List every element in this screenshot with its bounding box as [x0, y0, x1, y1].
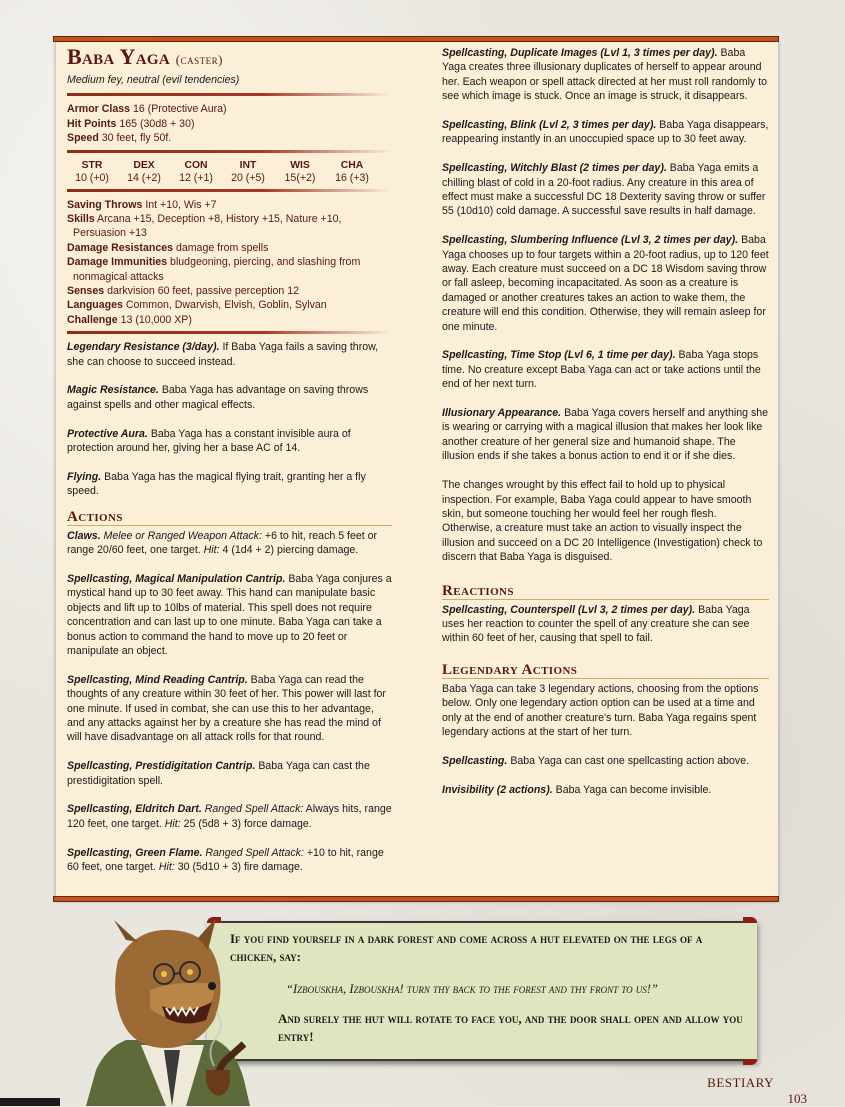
- trait-protective-aura: [67, 427, 392, 456]
- action-duplicate-images: [442, 46, 769, 104]
- challenge-label: Challenge: [67, 313, 118, 326]
- note-line-3: And surely the hut will rotate to face you, and the door shall open and allow you entry!: [278, 1011, 743, 1044]
- action-hit-text: 30 (5d10 + 3) fire damage.: [177, 860, 303, 873]
- stat-block-right-column: [442, 46, 769, 811]
- legendary-name: Spellcasting.: [442, 754, 508, 767]
- action-name: Spellcasting, Blink (Lvl 2, 3 times per day).: [442, 119, 657, 132]
- languages-value: Common, Dwarvish, Elvish, Goblin, Sylvan: [125, 299, 327, 312]
- damage-immunities-label: Damage Immunities: [67, 256, 168, 269]
- action-text: +6 to hit, reach 5 feet or range 20/60 feet, one target.: [67, 529, 378, 557]
- action-blink: [442, 118, 769, 147]
- monster-name-sub: (caster): [175, 52, 223, 67]
- skills-label: Skills: [67, 213, 95, 226]
- corner-bar: [0, 1098, 60, 1106]
- action-eldritch-dart: [67, 802, 392, 831]
- action-text: Baba Yaga disappears, reappearing instantly in an unoccupied space up to 30 feet away.: [442, 119, 769, 146]
- reaction-counterspell: [442, 603, 769, 646]
- note-line-1: If you find yourself in a dark forest and come across a hut elevated on the legs of a chicken, say:: [230, 931, 703, 964]
- trait-text: Baba Yaga has advantage on saving throws against spells and other magical effects.: [67, 384, 369, 411]
- action-text: Baba Yaga stops time. No creature except Baba Yaga can act or take actions until the end of her next turn.: [442, 349, 761, 391]
- ability-score: 12 (+1): [179, 171, 213, 184]
- legendary-spellcasting: [442, 754, 769, 768]
- action-attack-type: Ranged Spell Attack:: [204, 803, 304, 816]
- action-illusionary-appearance: [442, 406, 769, 464]
- action-text: Always hits, range 120 feet, one target.: [67, 803, 392, 830]
- speed-value: 30 feet, fly 50f.: [101, 132, 172, 145]
- action-magical-manipulation: [67, 572, 392, 658]
- ability-key: CHA: [340, 159, 364, 171]
- action-text: +10 to hit, range 60 feet, one target.: [67, 846, 384, 873]
- reactions-heading: Reactions: [442, 583, 769, 600]
- damage-resistances: [67, 241, 392, 255]
- legendary-intro: Baba Yaga can take 3 legendary actions, choosing from the options below. Only one legendary action option can be used at a time and only at the end of another creature's turn. Baba Yaga regains spent legendary actions at the start of her turn.: [442, 682, 759, 738]
- action-attack-type: Melee or Ranged Weapon Attack:: [103, 529, 262, 542]
- left-eye: [161, 971, 167, 977]
- action-text: Baba Yaga covers herself and anything she is wearing or carrying with a magical illusion that makes her look like another creature of her general size and humanoid shape. The illusion ends if she takes a bonus action to end it or if she dies.: [442, 407, 769, 463]
- action-time-stop: [442, 348, 769, 391]
- damage-immunities-value: bludgeoning, piercing, and slashing from nonmagical attacks: [73, 256, 361, 283]
- ability-dex: [119, 159, 169, 185]
- armor-class-value: 16 (Protective Aura): [132, 103, 227, 116]
- ability-con: [171, 159, 221, 185]
- stat-block-top-bar: [53, 36, 779, 42]
- action-hit-label: Hit:: [158, 860, 175, 873]
- saving-throws: [67, 198, 392, 212]
- reaction-name: Spellcasting, Counterspell (Lvl 3, 2 times per day).: [442, 603, 696, 616]
- damage-resistances-value: damage from spells: [175, 241, 269, 254]
- monster-type: Medium fey, neutral (evil tendencies): [67, 74, 240, 86]
- action-name: Spellcasting, Witchly Blast (2 times per day).: [442, 162, 667, 175]
- action-hit-text: 25 (5d8 + 3) force damage.: [183, 817, 312, 830]
- armor-class: [67, 102, 392, 116]
- action-name: Spellcasting, Slumbering Influence (Lvl 3, 2 times per day).: [442, 234, 739, 247]
- page-number: 103: [787, 1091, 807, 1106]
- nose: [208, 982, 216, 990]
- hit-points-value: 165 (30d8 + 30): [119, 117, 195, 130]
- note-text: [230, 930, 750, 1046]
- ability-int: [223, 159, 273, 185]
- action-text: Baba Yaga can read the thoughts of any creature within 30 feet of her. This power will last for one minute. If used in combat, she can use this to her advantage, and any attacks against her by a creature she has read the mind of will have disadvantage on all attack rolls for that round.: [67, 673, 386, 744]
- action-hit-label: Hit:: [203, 544, 220, 557]
- legendary-text: Baba Yaga can become invisible.: [555, 783, 712, 796]
- right-eye: [187, 969, 193, 975]
- trait-text: Baba Yaga has the magical flying trait, granting her a fly speed.: [67, 470, 366, 498]
- action-witchly-blast: [442, 161, 769, 219]
- action-prestidigitation: [67, 759, 392, 788]
- senses-label: Senses: [67, 285, 105, 298]
- ability-scores: [67, 159, 377, 185]
- action-text: Baba Yaga can cast the prestidigitation spell.: [67, 760, 370, 787]
- trait-name: Magic Resistance.: [67, 384, 159, 397]
- action-name: Spellcasting, Eldritch Dart.: [67, 803, 202, 816]
- action-hit-label: Hit:: [164, 817, 181, 830]
- spectacle-bridge: [174, 973, 180, 974]
- ability-key: WIS: [290, 159, 310, 171]
- trait-name: Protective Aura.: [67, 427, 148, 440]
- ability-score: 20 (+5): [231, 171, 265, 184]
- stat-block-bottom-bar: [53, 896, 779, 902]
- damage-resistances-label: Damage Resistances: [67, 241, 173, 254]
- legendary-text: Baba Yaga can cast one spellcasting action above.: [510, 754, 750, 767]
- reaction-text: Baba Yaga uses her reaction to counter the spell of any creature she can see within 60 feet of her, causing that spell to fail.: [442, 603, 750, 645]
- trait-legendary-resistance: [67, 340, 392, 369]
- divider: [67, 150, 392, 153]
- challenge: [67, 313, 392, 327]
- action-name: Spellcasting, Green Flame.: [67, 846, 203, 859]
- divider: [67, 189, 392, 192]
- ability-score: 14 (+2): [127, 171, 161, 184]
- footer-section: BESTIARY: [707, 1075, 774, 1090]
- saving-throws-value: Int +10, Wis +7: [145, 198, 217, 211]
- trait-text: If Baba Yaga fails a saving throw, she can choose to succeed instead.: [67, 341, 379, 368]
- action-attack-type: Ranged Spell Attack:: [205, 846, 304, 859]
- action-name: Spellcasting, Magical Manipulation Cantrip.: [67, 572, 286, 585]
- note-corner: [743, 917, 757, 923]
- speed-label: Speed: [67, 132, 99, 145]
- action-text: Baba Yaga creates three illusionary duplicates of herself to appear around her. Each weapon or spell attack directed at her must roll randomly to see which image is stuck. Once an image is struck, it disappears.: [442, 47, 768, 103]
- action-hit-text: 4 (1d4 + 2) piercing damage.: [222, 544, 359, 557]
- ability-wis: [275, 159, 325, 185]
- challenge-value: 13 (10,000 XP): [120, 313, 192, 326]
- trait-name: Flying.: [67, 470, 102, 483]
- ability-key: CON: [184, 159, 208, 171]
- action-text: Baba Yaga conjures a mystical hand up to 30 feet away. This hand can manipulate basic objects and lift up to 10lbs of material. This spell does not require concentration and can last up to one minute. Baba Yaga can take a bonus action to command the hand to move up to 20 feet or manipulate an object.: [67, 572, 392, 657]
- armor-class-label: Armor Class: [67, 103, 130, 116]
- action-claws: [67, 529, 392, 558]
- ability-key: DEX: [133, 159, 155, 171]
- trait-name: Legendary Resistance (3/day).: [67, 341, 220, 354]
- speed: [67, 131, 392, 145]
- action-mind-reading: [67, 673, 392, 745]
- senses-value: darkvision 60 feet, passive perception 12: [107, 285, 300, 298]
- ability-cha: [327, 159, 377, 185]
- hit-points-label: Hit Points: [67, 117, 117, 130]
- monster-name: [67, 44, 392, 73]
- ability-score: 15(+2): [284, 171, 316, 184]
- action-name: Spellcasting, Duplicate Images (Lvl 1, 3 times per day).: [442, 47, 718, 59]
- trait-text: Baba Yaga has a constant invisible aura of protection around her, giving her a base AC of 14.: [67, 427, 351, 455]
- ability-key: INT: [239, 159, 257, 171]
- ability-str: [67, 159, 117, 185]
- actions-heading: Actions: [67, 509, 392, 526]
- legendary-name: Invisibility (2 actions).: [442, 783, 553, 796]
- damage-immunities: [67, 255, 392, 284]
- ability-score: 16 (+3): [335, 171, 369, 184]
- ability-score: 10 (+0): [75, 171, 109, 184]
- hit-points: [67, 117, 392, 131]
- trait-flying: [67, 470, 392, 499]
- ability-key: STR: [81, 159, 103, 171]
- action-text: Baba Yaga chooses up to four targets within a 20-foot radius, up to 120 feet away. Each creature must succeed on a DC 18 Wisdom saving throw or fall asleep, becoming incapacitated. As soon as a creature is damaged or another creatures takes an action to wake them, the creature will end this condition. Otherwise, they will remain asleep for one minute.: [442, 234, 769, 333]
- skills: [67, 212, 392, 241]
- action-name: Claws.: [67, 529, 101, 542]
- senses: [67, 284, 392, 298]
- action-name: Spellcasting, Time Stop (Lvl 6, 1 time per day).: [442, 349, 676, 362]
- action-green-flame: [67, 846, 392, 875]
- skills-value: Arcana +15, Deception +8, History +15, Nature +10, Persuasion +13: [73, 213, 342, 240]
- languages-label: Languages: [67, 299, 123, 312]
- languages: [67, 298, 392, 312]
- left-ear: [114, 920, 138, 942]
- illusion-extra: The changes wrought by this effect fail to hold up to physical inspection. For example, Baba Yaga could appear to have smooth skin, but someone touching her would feel her rough flesh. Otherwise, a creature must take an action to visually inspect the illusion and succeed on a DC 20 Intelligence (Investigation) check to discern that Baba Yaga is disguised.: [442, 479, 763, 564]
- action-name: Illusionary Appearance.: [442, 407, 562, 420]
- legendary-invisibility: [442, 783, 769, 797]
- legendary-actions-heading: Legendary Actions: [442, 662, 769, 679]
- action-text: Baba Yaga emits a chilling blast of cold in a 20-foot radius. Any creature in this area of effect must make a successful DC 18 Dexterity saving throw or suffer 55 (10d10) cold damage. A successful save results in half damage.: [442, 162, 766, 218]
- saving-throws-label: Saving Throws: [67, 198, 143, 211]
- divider: [67, 93, 392, 96]
- note-quote: “Izbouskha, Izbouskha! turn thy back to the forest and thy front to us!”: [286, 982, 658, 996]
- divider: [67, 331, 392, 334]
- action-name: Spellcasting, Mind Reading Cantrip.: [67, 673, 248, 686]
- action-name: Spellcasting, Prestidigitation Cantrip.: [67, 760, 256, 773]
- action-slumbering-influence: [442, 233, 769, 334]
- trait-magic-resistance: [67, 383, 392, 412]
- stat-block-left-column: [67, 44, 392, 874]
- monster-name-main: Baba Yaga: [67, 44, 170, 69]
